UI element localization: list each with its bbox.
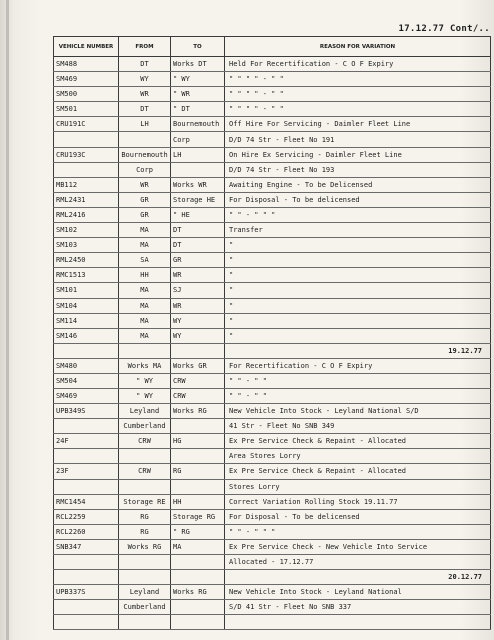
- table-row: [54, 328, 491, 343]
- table-row: [54, 585, 491, 600]
- cell-vehicle-number: [54, 615, 119, 630]
- cell-to: SJ: [171, 283, 225, 298]
- cell-reason: Held For Recertification - C O F Expiry: [225, 57, 491, 72]
- cell-to: WR: [171, 268, 225, 283]
- table-header-row: [54, 37, 491, 57]
- cell-to: WY: [171, 313, 225, 328]
- cell-vehicle-number: [54, 132, 119, 147]
- table-row: [54, 87, 491, 102]
- cell-vehicle-number: [54, 162, 119, 177]
- cell-from: WR: [119, 177, 171, 192]
- cell-to: [171, 449, 225, 464]
- cell-to: [171, 419, 225, 434]
- cell-from: GR: [119, 192, 171, 207]
- cell-vehicle-number: UPB337S: [54, 585, 119, 600]
- cell-from: [119, 343, 171, 358]
- cell-vehicle-number: [54, 449, 119, 464]
- table-row: [54, 555, 491, 570]
- cell-reason: " " - " " ": [225, 207, 491, 222]
- table-row: [54, 177, 491, 192]
- cell-from: SA: [119, 253, 171, 268]
- column-header-reason: REASON FOR VARIATION: [225, 37, 491, 57]
- cell-vehicle-number: SM102: [54, 223, 119, 238]
- table-row: [54, 298, 491, 313]
- cell-to: WR: [171, 298, 225, 313]
- cell-from: RG: [119, 524, 171, 539]
- cell-reason: ": [225, 328, 491, 343]
- cell-to: " DT: [171, 102, 225, 117]
- table-row: [54, 162, 491, 177]
- page-reference: 17.12.77 Cont/..: [398, 24, 490, 34]
- cell-reason: Ex Pre Service Check & Repaint - Allocated: [225, 464, 491, 479]
- table-row: [54, 419, 491, 434]
- cell-to: " RG: [171, 524, 225, 539]
- cell-reason: " " " " - " ": [225, 87, 491, 102]
- cell-date-heading: 20.12.77: [225, 570, 491, 585]
- cell-vehicle-number: [54, 419, 119, 434]
- cell-from: Corp: [119, 162, 171, 177]
- cell-to: CRW: [171, 388, 225, 403]
- cell-reason: For Recertification - C O F Expiry: [225, 358, 491, 373]
- table-row: [54, 600, 491, 615]
- cell-reason: [225, 615, 491, 630]
- table-row: [54, 539, 491, 554]
- cell-to: Storage RG: [171, 509, 225, 524]
- cell-reason: S/D 41 Str - Fleet No SNB 337: [225, 600, 491, 615]
- cell-reason: On Hire Ex Servicing - Daimler Fleet Line: [225, 147, 491, 162]
- cell-from: CRW: [119, 434, 171, 449]
- table-row: [54, 268, 491, 283]
- cell-vehicle-number: [54, 555, 119, 570]
- cell-vehicle-number: SM504: [54, 373, 119, 388]
- cell-vehicle-number: SNB347: [54, 539, 119, 554]
- cell-from: GR: [119, 207, 171, 222]
- cell-to: [171, 479, 225, 494]
- cell-vehicle-number: RMC1454: [54, 494, 119, 509]
- cell-reason: Ex Pre Service Check & Repaint - Allocated: [225, 434, 491, 449]
- cell-from: Bournemouth: [119, 147, 171, 162]
- cell-reason: ": [225, 253, 491, 268]
- cell-vehicle-number: 23F: [54, 464, 119, 479]
- table-row: [54, 223, 491, 238]
- cell-from: [119, 132, 171, 147]
- cell-vehicle-number: SM103: [54, 238, 119, 253]
- cell-vehicle-number: MB112: [54, 177, 119, 192]
- cell-reason: Awaiting Engine - To be Delicensed: [225, 177, 491, 192]
- cell-vehicle-number: RMC1513: [54, 268, 119, 283]
- table-row: [54, 57, 491, 72]
- cell-reason: ": [225, 283, 491, 298]
- cell-vehicle-number: SM480: [54, 358, 119, 373]
- table-date-row: [54, 570, 491, 585]
- table-row: [54, 132, 491, 147]
- cell-from: " WY: [119, 388, 171, 403]
- table-row: [54, 207, 491, 222]
- cell-reason: Area Stores Lorry: [225, 449, 491, 464]
- cell-from: [119, 570, 171, 585]
- cell-reason: 41 Str - Fleet No SNB 349: [225, 419, 491, 434]
- cell-from: Works RG: [119, 539, 171, 554]
- cell-to: Bournemouth: [171, 117, 225, 132]
- cell-reason: For Disposal - To be delicensed: [225, 509, 491, 524]
- cell-to: DT: [171, 223, 225, 238]
- cell-to: " WR: [171, 87, 225, 102]
- cell-reason: ": [225, 268, 491, 283]
- table-row: [54, 358, 491, 373]
- cell-to: Works GR: [171, 358, 225, 373]
- cell-to: [171, 162, 225, 177]
- cell-from: WY: [119, 72, 171, 87]
- cell-vehicle-number: CRU191C: [54, 117, 119, 132]
- cell-from: [119, 479, 171, 494]
- cell-reason: New Vehicle Into Stock - Leyland National: [225, 585, 491, 600]
- cell-reason: ": [225, 298, 491, 313]
- cell-from: HH: [119, 268, 171, 283]
- cell-from: " WY: [119, 373, 171, 388]
- cell-to: GR: [171, 253, 225, 268]
- cell-from: WR: [119, 87, 171, 102]
- cell-to: Storage HE: [171, 192, 225, 207]
- cell-to: RG: [171, 464, 225, 479]
- cell-vehicle-number: [54, 570, 119, 585]
- cell-from: Storage RE: [119, 494, 171, 509]
- cell-reason: D/D 74 Str - Fleet No 191: [225, 132, 491, 147]
- cell-to: [171, 555, 225, 570]
- binder-edge: [6, 0, 9, 640]
- cell-to: Works RG: [171, 585, 225, 600]
- cell-from: MA: [119, 238, 171, 253]
- cell-from: MA: [119, 283, 171, 298]
- cell-reason: " " - " " ": [225, 524, 491, 539]
- cell-reason: Transfer: [225, 223, 491, 238]
- cell-to: CRW: [171, 373, 225, 388]
- cell-reason: Correct Variation Rolling Stock 19.11.77: [225, 494, 491, 509]
- cell-vehicle-number: RML2450: [54, 253, 119, 268]
- cell-from: Cumberland: [119, 419, 171, 434]
- cell-vehicle-number: SM488: [54, 57, 119, 72]
- cell-reason: ": [225, 238, 491, 253]
- cell-to: " WY: [171, 72, 225, 87]
- cell-from: LH: [119, 117, 171, 132]
- cell-reason: Stores Lorry: [225, 479, 491, 494]
- cell-from: Cumberland: [119, 600, 171, 615]
- cell-from: [119, 449, 171, 464]
- cell-to: HH: [171, 494, 225, 509]
- cell-vehicle-number: RML2431: [54, 192, 119, 207]
- cell-from: MA: [119, 328, 171, 343]
- cell-to: Works DT: [171, 57, 225, 72]
- cell-date-heading: 19.12.77: [225, 343, 491, 358]
- cell-to: [171, 570, 225, 585]
- cell-vehicle-number: UPB349S: [54, 404, 119, 419]
- cell-vehicle-number: [54, 343, 119, 358]
- cell-to: Works RG: [171, 404, 225, 419]
- cell-reason: ": [225, 313, 491, 328]
- cell-from: [119, 555, 171, 570]
- table-row: [54, 192, 491, 207]
- cell-vehicle-number: RCL2259: [54, 509, 119, 524]
- table-row: [54, 102, 491, 117]
- table-row: [54, 464, 491, 479]
- table-row: [54, 524, 491, 539]
- cell-vehicle-number: [54, 600, 119, 615]
- cell-reason: Off Hire For Servicing - Daimler Fleet Line: [225, 117, 491, 132]
- cell-from: MA: [119, 223, 171, 238]
- cell-vehicle-number: SM500: [54, 87, 119, 102]
- table-date-row: [54, 343, 491, 358]
- cell-reason: Ex Pre Service Check - New Vehicle Into Service: [225, 539, 491, 554]
- table-row: [54, 117, 491, 132]
- cell-vehicle-number: CRU193C: [54, 147, 119, 162]
- cell-to: " HE: [171, 207, 225, 222]
- cell-vehicle-number: SM469: [54, 388, 119, 403]
- cell-vehicle-number: SM146: [54, 328, 119, 343]
- table-row: [54, 147, 491, 162]
- cell-to: LH: [171, 147, 225, 162]
- cell-reason: " " " " - " ": [225, 72, 491, 87]
- cell-to: [171, 600, 225, 615]
- table-row: [54, 449, 491, 464]
- cell-vehicle-number: RML2416: [54, 207, 119, 222]
- table-row: [54, 509, 491, 524]
- column-header-vehicle: VEHICLE NUMBER: [54, 37, 119, 57]
- table-row: [54, 494, 491, 509]
- cell-to: [171, 615, 225, 630]
- cell-reason: " " - " ": [225, 373, 491, 388]
- vehicle-variation-table: [53, 36, 491, 630]
- cell-reason: New Vehicle Into Stock - Leyland National S/D: [225, 404, 491, 419]
- cell-from: Leyland: [119, 404, 171, 419]
- table-row: [54, 373, 491, 388]
- cell-from: Works MA: [119, 358, 171, 373]
- cell-vehicle-number: SM114: [54, 313, 119, 328]
- cell-from: [119, 615, 171, 630]
- cell-to: HG: [171, 434, 225, 449]
- table-row: [54, 479, 491, 494]
- cell-to: [171, 343, 225, 358]
- table-row: [54, 283, 491, 298]
- cell-to: MA: [171, 539, 225, 554]
- cell-reason: For Disposal - To be delicensed: [225, 192, 491, 207]
- cell-vehicle-number: RCL2260: [54, 524, 119, 539]
- cell-vehicle-number: SM101: [54, 283, 119, 298]
- cell-from: RG: [119, 509, 171, 524]
- cell-reason: Allocated - 17.12.77: [225, 555, 491, 570]
- cell-to: Corp: [171, 132, 225, 147]
- cell-reason: " " " " - " ": [225, 102, 491, 117]
- cell-from: Leyland: [119, 585, 171, 600]
- table-row: [54, 388, 491, 403]
- table-row: [54, 72, 491, 87]
- cell-to: DT: [171, 238, 225, 253]
- table-row: [54, 404, 491, 419]
- table-row: [54, 313, 491, 328]
- cell-from: MA: [119, 298, 171, 313]
- table-body: [54, 57, 491, 630]
- table-row: [54, 615, 491, 630]
- table-row: [54, 434, 491, 449]
- cell-vehicle-number: 24F: [54, 434, 119, 449]
- cell-vehicle-number: SM104: [54, 298, 119, 313]
- cell-vehicle-number: SM469: [54, 72, 119, 87]
- cell-vehicle-number: [54, 479, 119, 494]
- cell-from: CRW: [119, 464, 171, 479]
- cell-reason: D/D 74 Str - Fleet No 193: [225, 162, 491, 177]
- cell-from: MA: [119, 313, 171, 328]
- cell-vehicle-number: SM501: [54, 102, 119, 117]
- column-header-to: TO: [171, 37, 225, 57]
- cell-reason: " " - " ": [225, 388, 491, 403]
- cell-to: Works WR: [171, 177, 225, 192]
- cell-to: WY: [171, 328, 225, 343]
- column-header-from: FROM: [119, 37, 171, 57]
- cell-from: DT: [119, 102, 171, 117]
- table-row: [54, 238, 491, 253]
- cell-from: DT: [119, 57, 171, 72]
- table-row: [54, 253, 491, 268]
